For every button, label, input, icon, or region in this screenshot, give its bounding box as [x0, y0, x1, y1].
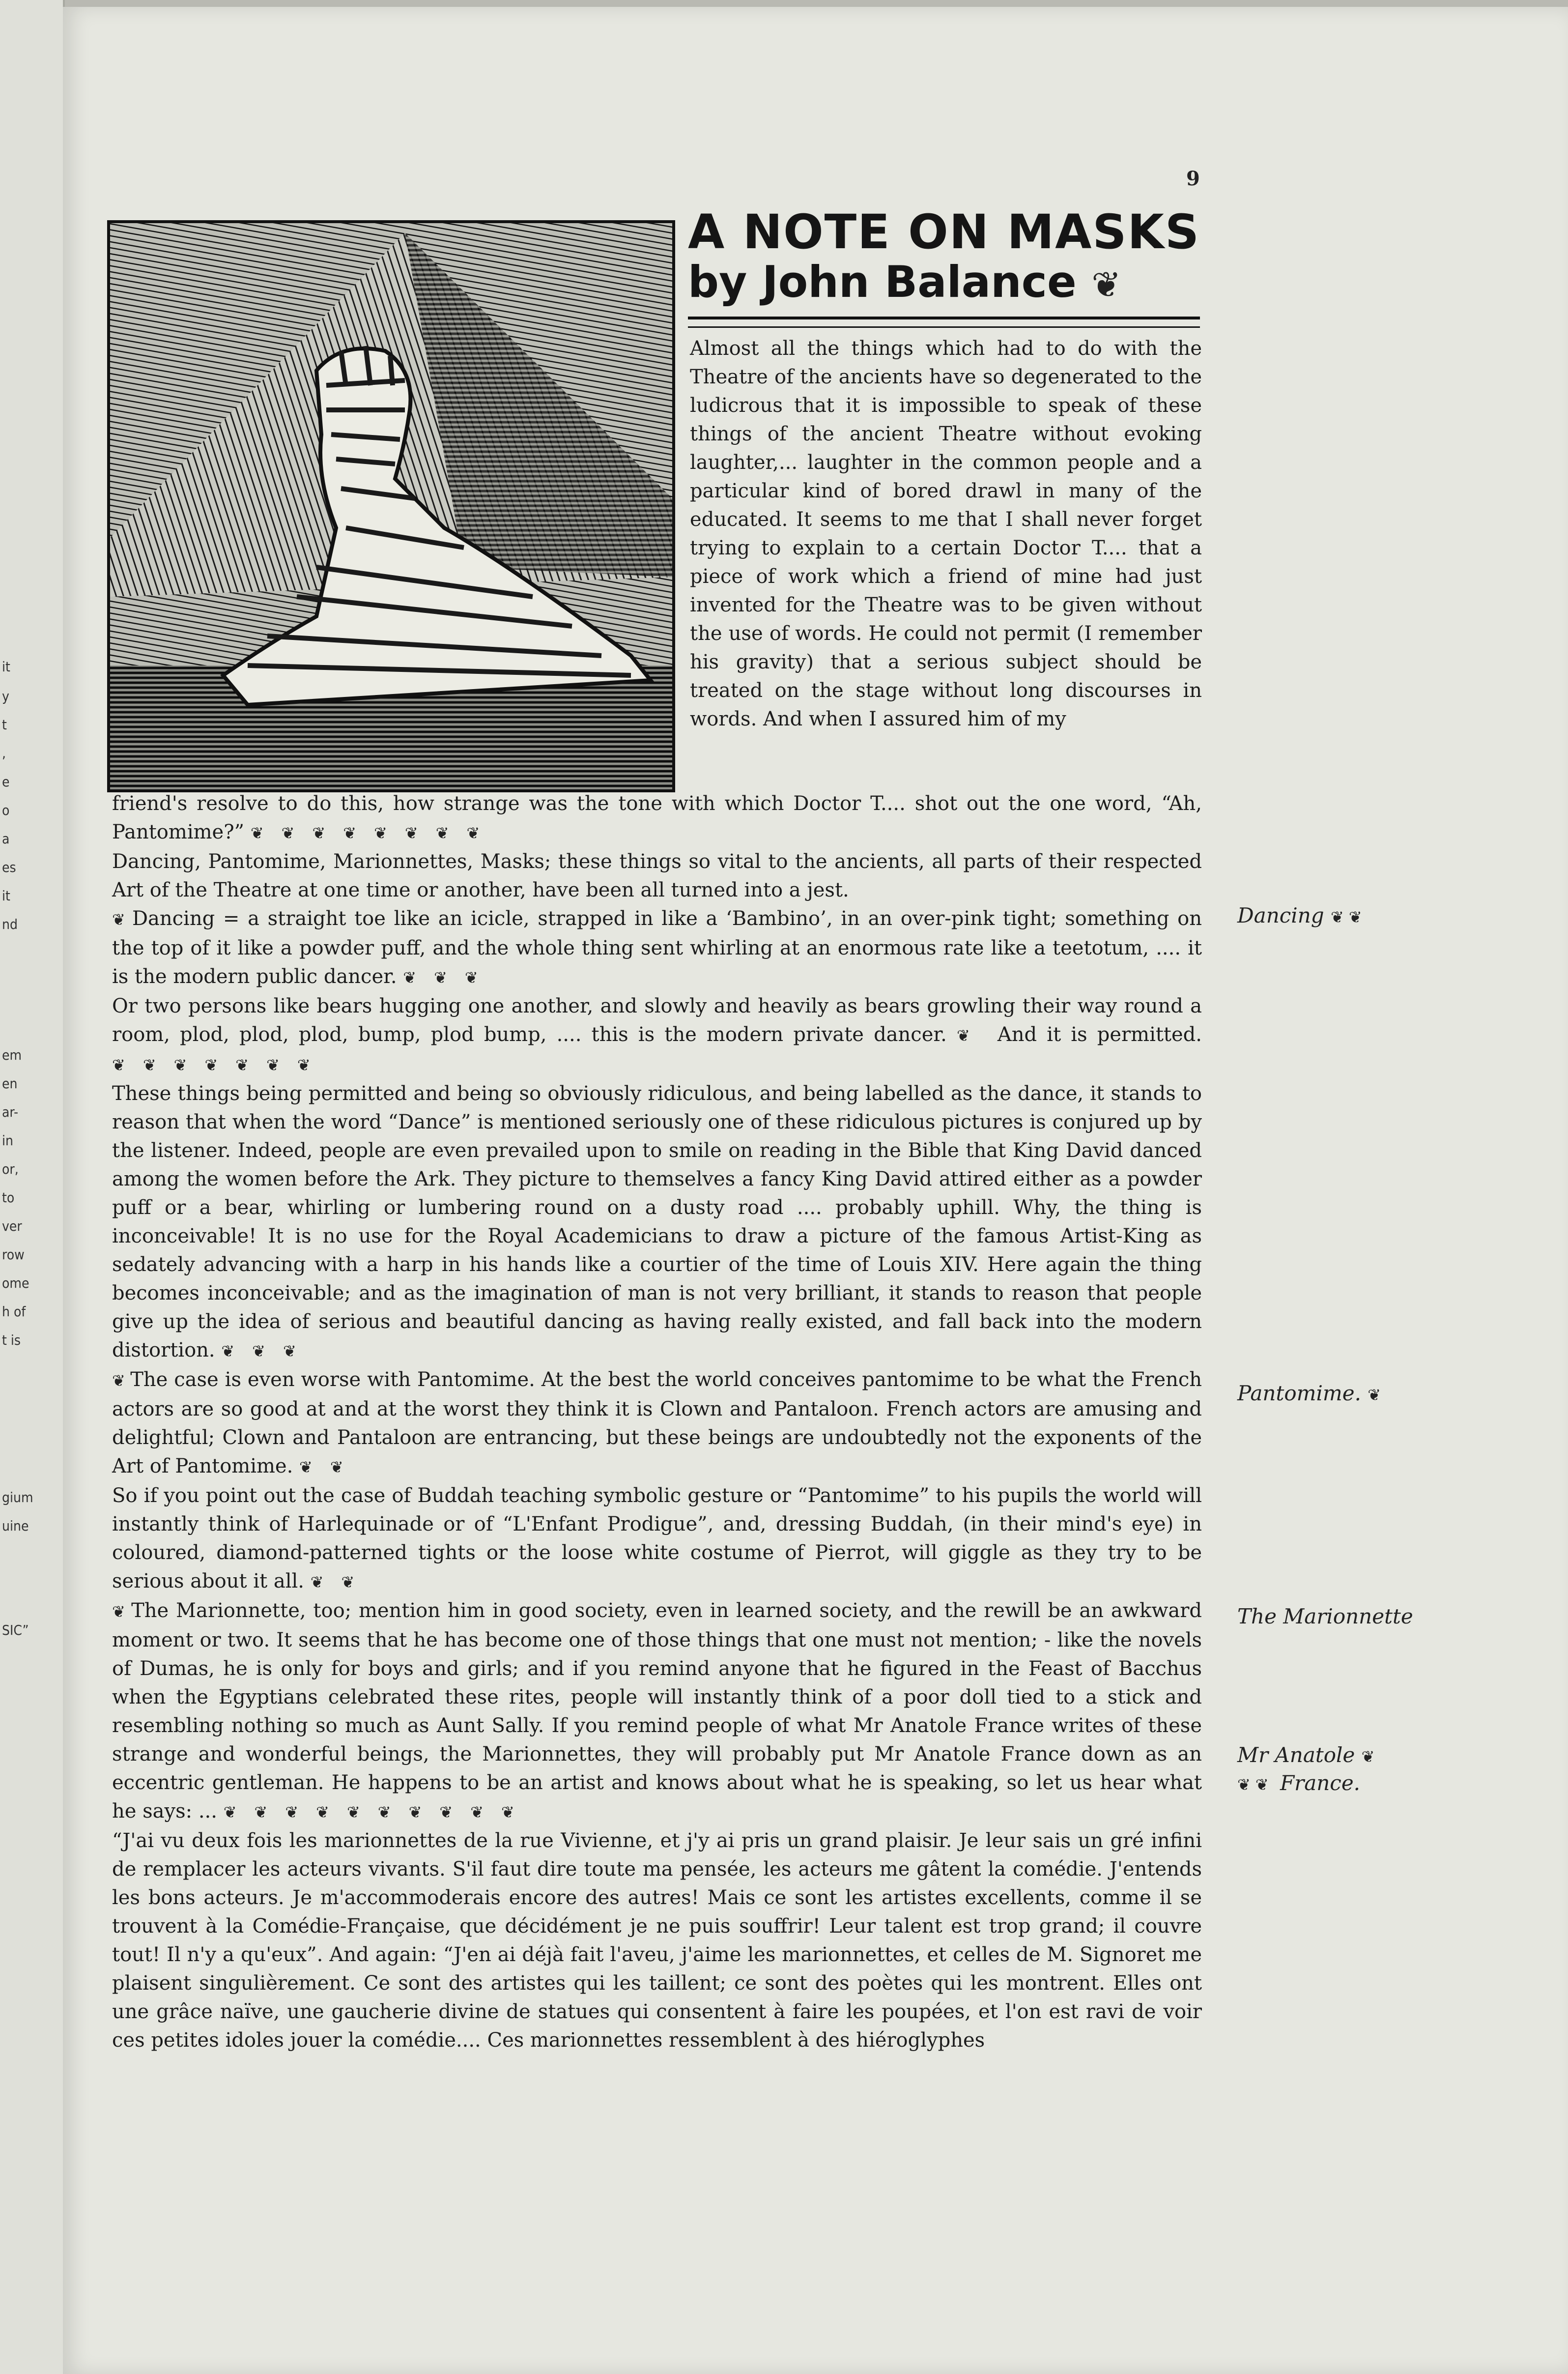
margin-scrap: a [2, 831, 10, 847]
paragraph [112, 789, 1202, 847]
leaf-ornament-icon: ❦❦❦ [403, 968, 496, 987]
previous-page-edge [0, 0, 65, 2374]
title-rule [688, 317, 1200, 328]
leaf-ornament-icon: ❦❦❦ [221, 1342, 314, 1361]
leaf-ornament-icon: ❦ [1361, 1747, 1375, 1766]
paragraph [112, 1826, 1202, 2055]
sidenote-text: Mr Anatole [1237, 1743, 1355, 1767]
paragraph-text: So if you point out the case of Buddah teaching symbolic gesture or “Pantomime” to his pupils the world will instantly think of Harlequinade or of “L'Enfant Prodigue”, and, dressing Buddah, (in their mind's eye) in coloured, diamond-patterned tights or the loose white costume of Pierrot, will giggle as they try to be serious about it all. [112, 1484, 1202, 1592]
sidenote-text: Dancing [1237, 903, 1324, 927]
leaf-ornament-icon: ❦ [1091, 263, 1121, 305]
margin-scrap: to [2, 1189, 15, 1206]
leaf-ornament-icon: ❦ [112, 1602, 132, 1621]
margin-scrap: or, [2, 1161, 19, 1177]
margin-scrap: uine [2, 1518, 29, 1534]
paragraph-text: And it is permitted. [997, 1023, 1202, 1046]
paragraph-text: Dancing, Pantomime, Marionnettes, Masks; these things so vital to the ancients, all parts of their respected Art of the Theatre at one time or another, have been all turned into a jest. [112, 850, 1202, 901]
margin-scrap: es [2, 859, 16, 875]
margin-scrap: it [2, 888, 10, 904]
paragraph [112, 992, 1202, 1079]
margin-scrap: , [2, 745, 6, 761]
margin-scrap: en [2, 1075, 18, 1092]
paragraph [112, 847, 1202, 904]
sphinx-pyramid-illustration [107, 220, 675, 792]
article-title [688, 206, 1204, 306]
paragraph-text: The Marionnette, too; mention him in good society, even in learned society, and the rewill be an awkward moment or two. It seems that he has become one of those things that one must not mention; - like the novels of Dumas, he is only for boys and girls; and if you remind anyone that he figured in the Feast of Bacchus when the Egyptians celebrated these rites, people will instantly think of a poor doll tied to a stick and resembling nothing so much as Aunt Sally. If you remind people of what Mr Anatole France writes of these strange and wonderful beings, the Marionnettes, they will probably put Mr Anatole France down as an eccentric gentleman. He happens to be an artist and knows about what he is speaking, so let us hear what he says: ... [112, 1599, 1202, 1823]
leaf-ornament-icon: ❦ [1368, 1386, 1381, 1404]
paragraph-text: Dancing = a straight toe like an icicle, strapped in like a ‘Bambino’, in an over-pink tight; something on the top of it like a powder puff, and the whole thing sent whirling at an enormous rate like a teetotum, .... it is the modern public dancer. [112, 907, 1202, 988]
page-number: 9 [1186, 167, 1200, 190]
paragraph-text: Or two persons like bears hugging one another, and slowly and heavily as bears growling their way round a room, plod, plod, plod, bump, plod bump, .... this is the modern private dancer. [112, 995, 1202, 1046]
margin-scrap: nd [2, 916, 18, 932]
article-body [112, 789, 1202, 2055]
intro-text: Almost all the things which had to do with the Theatre of the ancients have so degenerated to the ludicrous that it is impossible to speak of these things of the ancient Theatre without evoking laughter,... laughter in the common people and a particular kind of bored drawl in many of the educated. It seems to me that I shall never forget trying to explain to a certain Doctor T.... that a piece of work which a friend of mine had just invented for the Theatre was to be given without the use of words. He could not permit (I remember his gravity) that a serious subject should be treated on the stage without long discourses in words. And when I assured him of my [690, 337, 1202, 730]
paragraph [112, 1596, 1202, 1826]
leaf-ornament-icon: ❦❦❦❦❦❦❦❦ [250, 824, 498, 842]
margin-scrap: SIC” [2, 1622, 29, 1638]
leaf-ornament-icon: ❦ [956, 1026, 988, 1045]
margin-scrap: it [2, 659, 10, 675]
margin-scrap: ome [2, 1275, 29, 1291]
paragraph [112, 904, 1202, 992]
paragraph-text: These things being permitted and being so obviously ridiculous, and being labelled as the dance, it stands to reason that when the word “Dance” is mentioned seriously one of these ridiculous pictures is conjured up by the listener. Indeed, people are even prevailed upon to smile on reading in the Bible that King David danced among the women before the Ark. They picture to themselves a fancy King David attired either as a powder puff or a bear, whirling or lumbering round on a dusty road .... probably uphill. Why, the thing is inconceivable! It is no use for the Royal Academicians to draw a picture of the famous Artist-King as sedately advancing with a harp in his hands like a courtier of the time of Louis XIV. Here again the thing becomes inconceivable; and as the imagination of man is not very brilliant, it stands to reason that people give up the idea of serious and beautiful dancing as having really existed, and fall back into the modern distortion. [112, 1082, 1202, 1361]
title-line-2 [688, 256, 1204, 307]
sidenote-pantomime [1237, 1380, 1493, 1408]
sidenote-dancing [1237, 902, 1493, 930]
sidenote-text: The Marionnette [1237, 1604, 1413, 1628]
margin-scrap: o [2, 802, 10, 818]
paragraph-text: “J'ai vu deux fois les marionnettes de la rue Vivienne, et j'y ai pris un grand plaisir. Je leur sais un gré infini de remplacer les acteurs vivants. S'il faut dire toute ma pensée, les acteurs me gâtent la comédie. J'entends les bons acteurs. Je m'accommoderais encore des autres! Mais ce sont les artistes excellents, comme il se trouvent à la Comédie-Française, que décidément je ne puis souffrir! Leur talent est trop grand; il couvre tout! Il n'y a qu'eux”. And again: “J'en ai déjà fait l'aveu, j'aime les marionnettes, et celles de M. Signoret me plaisent singulièrement. Ce sont des artistes qui les taillent; ce sont des poètes qui les montrent. Elles ont une grâce naïve, une gaucherie divine de statues qui consentent à faire les poupées, et l'on est ravi de voir ces petites idoles jouer la comédie.... Ces marionnettes ressemblent à des hiéroglyphes [112, 1829, 1202, 2052]
sidenote-text: Pantomime. [1237, 1381, 1361, 1405]
title-line-1: A NOTE ON MASKS [688, 204, 1200, 260]
margin-scrap: ver [2, 1218, 22, 1234]
margin-scrap: gium [2, 1489, 33, 1505]
paragraph-text: The case is even worse with Pantomime. At the best the world conceives pantomime to be what the French actors are so good at and at the worst they think it is Clown and Pantaloon. French actors are amusing and delightful; Clown and Pantaloon are entrancing, but these beings are undoubtedly not the exponents of the Art of Pantomime. [112, 1368, 1202, 1477]
leaf-ornament-icon: ❦❦ [310, 1573, 372, 1592]
sidenote-marionnette [1237, 1603, 1493, 1630]
article-intro-column [690, 334, 1202, 733]
sidenote-text: France. [1280, 1771, 1361, 1795]
title-author: by John Balance [688, 256, 1077, 307]
margin-scrap: row [2, 1246, 25, 1263]
paragraph-text: friend's resolve to do this, how strange was the tone with which Doctor T.... shot out the one word, “Ah, Pantomime?” [112, 792, 1202, 843]
paragraph [112, 1079, 1202, 1365]
leaf-ornament-icon: ❦ [112, 910, 132, 929]
margin-scrap: y [2, 688, 9, 704]
leaf-ornament-icon: ❦❦❦❦❦❦❦❦❦❦ [223, 1803, 532, 1822]
leaf-ornament-icon: ❦❦ [1237, 1775, 1274, 1794]
margin-scrap: in [2, 1132, 13, 1149]
leaf-ornament-icon: ❦❦ [299, 1458, 361, 1477]
margin-scrap: e [2, 774, 10, 790]
sphinx-pyramid-icon [110, 223, 672, 789]
margin-scrap: ar- [2, 1104, 19, 1120]
paragraph [112, 1481, 1202, 1596]
margin-scrap: em [2, 1047, 22, 1063]
leaf-ornament-icon: ❦❦❦❦❦❦❦ [112, 1056, 328, 1074]
sidenote-anatole-france [1237, 1742, 1493, 1798]
paragraph [112, 1365, 1202, 1481]
margin-scrap: h of [2, 1303, 26, 1320]
leaf-ornament-icon: ❦ [112, 1371, 131, 1390]
paragraph-intro [690, 334, 1202, 733]
leaf-ornament-icon: ❦❦ [1331, 908, 1367, 926]
margin-scrap: t is [2, 1332, 21, 1348]
margin-scrap: t [2, 717, 7, 733]
